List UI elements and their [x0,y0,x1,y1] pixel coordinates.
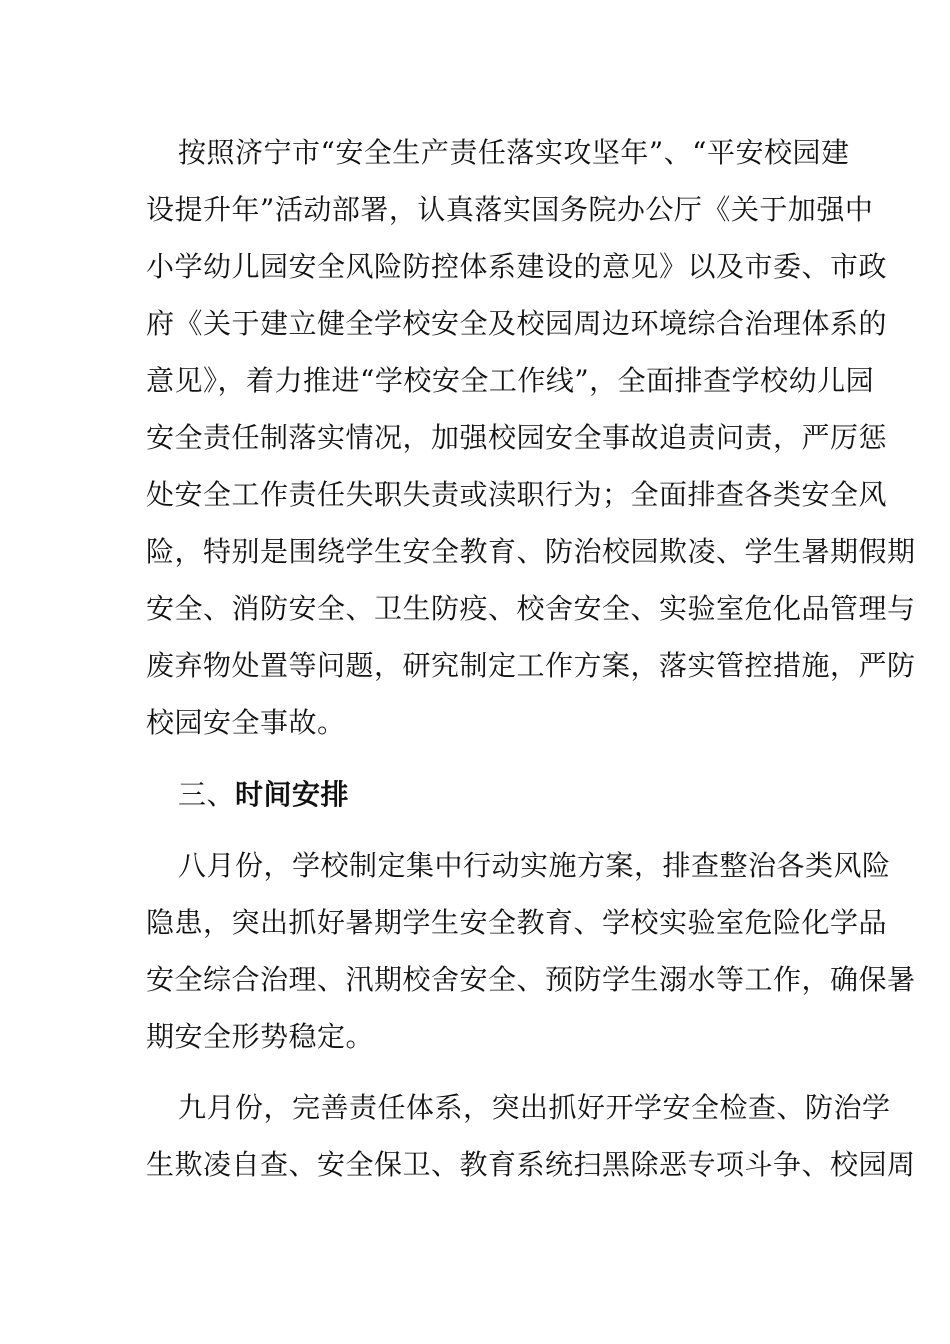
paragraph-2-line-4: 期安全形势稳定。 [146,1020,375,1053]
paragraph-1-line-1: 按照济宁市“安全生产责任落实攻坚年”、“平安校园建 [178,136,850,169]
paragraph-1-line-6: 安全责任制落实情况，加强校园安全事故追责问责，严厉惩 [146,421,888,454]
section-heading-title: 时间安排 [235,778,350,811]
paragraph-2-line-3: 安全综合治理、汛期校舍安全、预防学生溺水等工作，确保暑 [146,963,916,996]
paragraph-3-line-1: 九月份，完善责任体系，突出抓好开学安全检查、防治学 [178,1091,891,1124]
paragraph-1-line-10: 废弃物处置等问题，研究制定工作方案，落实管控措施，严防 [146,649,916,682]
paragraph-1-line-3: 小学幼儿园安全风险防控体系建设的意见》以及市委、市政 [146,250,888,283]
paragraph-3-line-2: 生欺凌自查、安全保卫、教育系统扫黑除恶专项斗争、校园周 [146,1148,916,1181]
paragraph-1-line-4: 府《关于建立健全学校安全及校园周边环境综合治理体系的 [146,307,888,340]
paragraph-1-line-5: 意见》，着力推进“学校安全工作线”，全面排查学校幼儿园 [146,364,875,397]
paragraph-2-line-2: 隐患，突出抓好暑期学生安全教育、学校实验室危险化学品 [146,906,888,939]
paragraph-1-line-11: 校园安全事故。 [146,706,346,739]
section-heading [178,775,808,815]
section-heading-number: 三、 [178,778,236,811]
paragraph-2-line-1: 八月份，学校制定集中行动实施方案，排查整治各类风险 [178,849,891,882]
paragraph-1-line-2: 设提升年”活动部署，认真落实国务院办公厅《关于加强中 [146,193,874,226]
paragraph-1-line-7: 处安全工作责任失职失责或渎职行为；全面排查各类安全风 [146,478,888,511]
paragraph-1-line-8: 险，特别是围绕学生安全教育、防治校园欺凌、学生暑期假期 [146,535,916,568]
paragraph-1-line-9: 安全、消防安全、卫生防疫、校舍安全、实验室危化品管理与 [146,592,916,625]
